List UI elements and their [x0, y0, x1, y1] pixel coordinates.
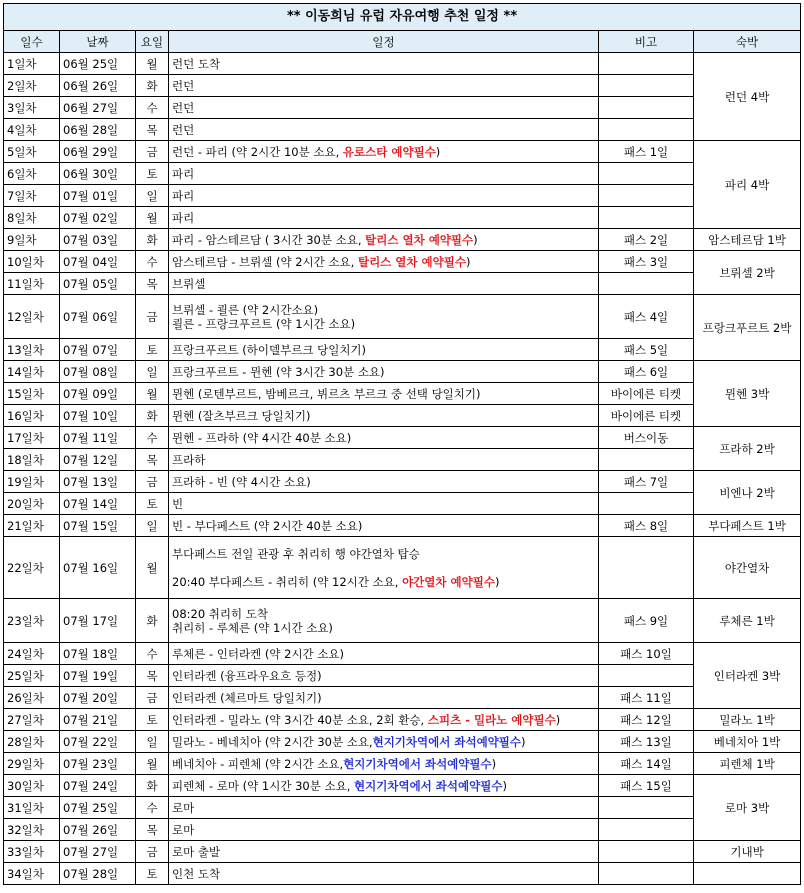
- plan-cell: [169, 493, 599, 515]
- day-cell: 16일차: [4, 405, 60, 427]
- weekday-cell: 월: [136, 753, 169, 775]
- note-cell: [599, 819, 694, 841]
- plan-text: 뮌헨 - 프라하 (약 4시간 40분 소요): [172, 430, 352, 445]
- day-cell: 24일차: [4, 643, 60, 665]
- itinerary-body: [4, 53, 801, 885]
- date-cell: 07월 24일: [60, 775, 136, 797]
- header-weekday: 요일: [136, 31, 169, 53]
- plan-cell: [169, 863, 599, 885]
- weekday-cell: 월: [136, 207, 169, 229]
- stay-cell: 런던 4박: [694, 53, 801, 141]
- stay-cell: 밀라노 1박: [694, 709, 801, 731]
- day-cell: 14일차: [4, 361, 60, 383]
- plan-cell: [169, 599, 599, 643]
- plan-highlight: 스피츠 - 밀라노 예약필수: [427, 712, 556, 727]
- day-cell: 9일차: [4, 229, 60, 251]
- weekday-cell: 월: [136, 53, 169, 75]
- note-cell: 패스 13일: [599, 731, 694, 753]
- table-row: [4, 449, 801, 471]
- day-cell: 18일차: [4, 449, 60, 471]
- plan-text: 인터라켄 - 밀라노 (약 3시간 40분 소요, 2회 환승,: [172, 712, 428, 727]
- weekday-cell: 수: [136, 427, 169, 449]
- weekday-cell: 금: [136, 471, 169, 493]
- day-cell: 8일차: [4, 207, 60, 229]
- table-row: [4, 515, 801, 537]
- table-row: [4, 863, 801, 885]
- plan-text: 브뤼셀: [172, 276, 206, 291]
- plan-text: 프랑크푸르트 - 뮌헨 (약 3시간 30분 소요): [172, 364, 385, 379]
- weekday-cell: 금: [136, 841, 169, 863]
- plan-cell: [169, 207, 599, 229]
- table-row: [4, 709, 801, 731]
- note-cell: [599, 75, 694, 97]
- note-cell: 패스 8일: [599, 515, 694, 537]
- date-cell: 07월 27일: [60, 841, 136, 863]
- plan-text: 부다페스트 전일 관광 후 취리히 행 야간열차 탑승: [172, 546, 420, 561]
- date-cell: 06월 28일: [60, 119, 136, 141]
- date-cell: 07월 25일: [60, 797, 136, 819]
- note-cell: [599, 537, 694, 599]
- plan-cell: [169, 471, 599, 493]
- note-cell: 패스 4일: [599, 295, 694, 339]
- weekday-cell: 토: [136, 493, 169, 515]
- date-cell: 07월 17일: [60, 599, 136, 643]
- stay-cell: 기내박: [694, 841, 801, 863]
- date-cell: 07월 13일: [60, 471, 136, 493]
- date-cell: 06월 26일: [60, 75, 136, 97]
- date-cell: 07월 18일: [60, 643, 136, 665]
- plan-cell: [169, 449, 599, 471]
- date-cell: 06월 25일: [60, 53, 136, 75]
- note-cell: [599, 797, 694, 819]
- header-day: 일수: [4, 31, 60, 53]
- plan-text: 런던: [172, 100, 195, 115]
- weekday-cell: 토: [136, 163, 169, 185]
- weekday-cell: 화: [136, 229, 169, 251]
- date-cell: 07월 15일: [60, 515, 136, 537]
- plan-cell: [169, 427, 599, 449]
- plan-cell: [169, 97, 599, 119]
- plan-text: 로마: [172, 822, 195, 837]
- plan-text: 런던: [172, 78, 195, 93]
- weekday-cell: 일: [136, 731, 169, 753]
- plan-cell: [169, 709, 599, 731]
- table-row: [4, 119, 801, 141]
- day-cell: 31일차: [4, 797, 60, 819]
- weekday-cell: 토: [136, 339, 169, 361]
- plan-text: ): [465, 254, 471, 269]
- plan-text: 뮌헨 (로텐부르트, 밤베르크, 뷔르츠 부르크 중 선택 당일치기): [172, 386, 481, 401]
- header-plan: 일정: [169, 31, 599, 53]
- plan-text: ): [491, 756, 497, 771]
- note-cell: 패스 7일: [599, 471, 694, 493]
- note-cell: 패스 11일: [599, 687, 694, 709]
- plan-cell: [169, 819, 599, 841]
- date-cell: 07월 19일: [60, 665, 136, 687]
- plan-text: ): [555, 712, 561, 727]
- table-row: [4, 361, 801, 383]
- weekday-cell: 목: [136, 665, 169, 687]
- weekday-cell: 목: [136, 449, 169, 471]
- day-cell: 3일차: [4, 97, 60, 119]
- day-cell: 29일차: [4, 753, 60, 775]
- stay-cell: 야간열차: [694, 537, 801, 599]
- plan-highlight: 탈리스 열차 예약필수: [357, 254, 466, 269]
- note-cell: 패스 9일: [599, 599, 694, 643]
- plan-cell: [169, 841, 599, 863]
- day-cell: 10일차: [4, 251, 60, 273]
- plan-text: 프랑크푸르트 (하이델부르크 당일치기): [172, 342, 367, 357]
- plan-highlight: 현지기차역에서 좌석예약필수: [372, 734, 522, 749]
- plan-text: 프라하: [172, 452, 206, 467]
- day-cell: 2일차: [4, 75, 60, 97]
- plan-text: 런던 - 파리 (약 2시간 10분 소요,: [172, 144, 343, 159]
- weekday-cell: 금: [136, 687, 169, 709]
- plan-cell: [169, 643, 599, 665]
- date-cell: 07월 04일: [60, 251, 136, 273]
- note-cell: 패스 15일: [599, 775, 694, 797]
- stay-cell: 뮌헨 3박: [694, 361, 801, 427]
- plan-text: ): [494, 574, 500, 589]
- plan-text: 인터라켄 (융프라우요흐 등정): [172, 668, 322, 683]
- note-cell: 바이에른 티켓: [599, 383, 694, 405]
- note-cell: [599, 665, 694, 687]
- day-cell: 19일차: [4, 471, 60, 493]
- weekday-cell: 수: [136, 643, 169, 665]
- weekday-cell: 토: [136, 863, 169, 885]
- stay-cell: 프라하 2박: [694, 427, 801, 471]
- itinerary-table: [3, 3, 801, 885]
- weekday-cell: 금: [136, 295, 169, 339]
- table-row: [4, 229, 801, 251]
- stay-cell: [694, 863, 801, 885]
- plan-text: 로마: [172, 800, 195, 815]
- day-cell: 32일차: [4, 819, 60, 841]
- date-cell: 06월 27일: [60, 97, 136, 119]
- plan-text: 암스테르담 - 브뤼셀 (약 2시간 소요,: [172, 254, 358, 269]
- note-cell: [599, 863, 694, 885]
- note-cell: [599, 185, 694, 207]
- plan-cell: [169, 687, 599, 709]
- table-row: [4, 53, 801, 75]
- table-row: [4, 841, 801, 863]
- plan-text: 빈: [172, 496, 184, 511]
- weekday-cell: 목: [136, 273, 169, 295]
- plan-text: 20:40 부다페스트 - 취리히 (약 12시간 소요,: [172, 574, 403, 589]
- note-cell: 버스이동: [599, 427, 694, 449]
- table-row: [4, 405, 801, 427]
- plan-cell: [169, 295, 599, 339]
- plan-highlight: 현지기차역에서 좌석예약필수: [343, 756, 492, 771]
- note-cell: [599, 493, 694, 515]
- plan-cell: [169, 797, 599, 819]
- note-cell: [599, 163, 694, 185]
- weekday-cell: 화: [136, 75, 169, 97]
- plan-cell: [169, 537, 599, 599]
- plan-text: ): [502, 778, 507, 793]
- date-cell: 07월 08일: [60, 361, 136, 383]
- table-row: [4, 251, 801, 273]
- weekday-cell: 월: [136, 537, 169, 599]
- plan-text: ): [435, 144, 441, 159]
- plan-text: 인터라켄 (체르마트 당일치기): [172, 690, 322, 705]
- plan-cell: [169, 273, 599, 295]
- date-cell: 07월 09일: [60, 383, 136, 405]
- table-row: [4, 643, 801, 665]
- weekday-cell: 화: [136, 405, 169, 427]
- date-cell: 07월 06일: [60, 295, 136, 339]
- table-row: [4, 185, 801, 207]
- plan-cell: [169, 361, 599, 383]
- weekday-cell: 일: [136, 515, 169, 537]
- table-row: [4, 731, 801, 753]
- note-cell: [599, 207, 694, 229]
- date-cell: 06월 30일: [60, 163, 136, 185]
- day-cell: 4일차: [4, 119, 60, 141]
- plan-cell: [169, 141, 599, 163]
- date-cell: 07월 03일: [60, 229, 136, 251]
- weekday-cell: 일: [136, 185, 169, 207]
- plan-text: 파리: [172, 166, 195, 181]
- table-row: [4, 163, 801, 185]
- date-cell: 07월 26일: [60, 819, 136, 841]
- note-cell: [599, 97, 694, 119]
- table-row: [4, 273, 801, 295]
- plan-text: 파리: [172, 188, 195, 203]
- note-cell: 바이에른 티켓: [599, 405, 694, 427]
- note-cell: [599, 841, 694, 863]
- plan-text: 빈 - 부다페스트 (약 2시간 40분 소요): [172, 518, 363, 533]
- plan-highlight: 탈리스 열차 예약필수: [365, 232, 474, 247]
- plan-text: 밀라노 - 베네치아 (약 2시간 30분 소요,: [172, 734, 373, 749]
- note-cell: [599, 273, 694, 295]
- day-cell: 28일차: [4, 731, 60, 753]
- date-cell: 07월 20일: [60, 687, 136, 709]
- note-cell: 패스 6일: [599, 361, 694, 383]
- day-cell: 33일차: [4, 841, 60, 863]
- weekday-cell: 토: [136, 709, 169, 731]
- day-cell: 13일차: [4, 339, 60, 361]
- plan-cell: [169, 405, 599, 427]
- day-cell: 7일차: [4, 185, 60, 207]
- weekday-cell: 월: [136, 383, 169, 405]
- stay-cell: 브뤼셀 2박: [694, 251, 801, 295]
- page-title: ** 이동희님 유럽 자유여행 추천 일정 **: [4, 4, 801, 31]
- table-row: [4, 493, 801, 515]
- date-cell: 07월 23일: [60, 753, 136, 775]
- date-cell: 06월 29일: [60, 141, 136, 163]
- day-cell: 21일차: [4, 515, 60, 537]
- header-row: [4, 31, 801, 53]
- date-cell: 07월 12일: [60, 449, 136, 471]
- table-row: [4, 797, 801, 819]
- day-cell: 6일차: [4, 163, 60, 185]
- weekday-cell: 수: [136, 797, 169, 819]
- date-cell: 07월 02일: [60, 207, 136, 229]
- note-cell: [599, 53, 694, 75]
- table-row: [4, 339, 801, 361]
- note-cell: 패스 5일: [599, 339, 694, 361]
- weekday-cell: 수: [136, 97, 169, 119]
- plan-text: 런던 도착: [172, 56, 221, 71]
- day-cell: 25일차: [4, 665, 60, 687]
- plan-text: 런던: [172, 122, 195, 137]
- plan-cell: [169, 339, 599, 361]
- stay-cell: 인터라켄 3박: [694, 643, 801, 709]
- plan-text: ): [521, 734, 526, 749]
- plan-text: 파리 - 암스테르담 ( 3시간 30분 소요,: [172, 232, 366, 247]
- date-cell: 07월 01일: [60, 185, 136, 207]
- day-cell: 11일차: [4, 273, 60, 295]
- stay-cell: 비엔나 2박: [694, 471, 801, 515]
- plan-text: 프라하 - 빈 (약 4시간 소요): [172, 474, 311, 489]
- plan-text: 루체른 - 인터라켄 (약 2시간 소요): [172, 646, 345, 661]
- day-cell: 17일차: [4, 427, 60, 449]
- stay-cell: 파리 4박: [694, 141, 801, 229]
- plan-text: 파리: [172, 210, 195, 225]
- stay-cell: 로마 3박: [694, 775, 801, 841]
- weekday-cell: 목: [136, 119, 169, 141]
- table-row: [4, 427, 801, 449]
- table-row: [4, 537, 801, 599]
- plan-cell: [169, 731, 599, 753]
- date-cell: 07월 10일: [60, 405, 136, 427]
- date-cell: 07월 22일: [60, 731, 136, 753]
- weekday-cell: 화: [136, 599, 169, 643]
- header-stay: 숙박: [694, 31, 801, 53]
- plan-cell: [169, 665, 599, 687]
- plan-cell: [169, 185, 599, 207]
- table-row: [4, 207, 801, 229]
- date-cell: 07월 14일: [60, 493, 136, 515]
- plan-highlight: 현지기차역에서 좌석예약필수: [354, 778, 503, 793]
- plan-text: 뮌헨 (잘츠부르크 당일치기): [172, 408, 311, 423]
- plan-text: 브뤼셀 - 쾰른 (약 2시간소요): [172, 302, 319, 317]
- plan-cell: [169, 119, 599, 141]
- stay-cell: 프랑크푸르트 2박: [694, 295, 801, 361]
- plan-cell: [169, 229, 599, 251]
- date-cell: 07월 07일: [60, 339, 136, 361]
- plan-text: 취리히 - 루체른 (약 1시간 소요): [172, 620, 333, 635]
- plan-cell: [169, 383, 599, 405]
- table-row: [4, 471, 801, 493]
- plan-cell: [169, 515, 599, 537]
- stay-cell: 부다페스트 1박: [694, 515, 801, 537]
- plan-text: 08:20 취리히 도착: [172, 606, 268, 621]
- date-cell: 07월 05일: [60, 273, 136, 295]
- stay-cell: 피렌체 1박: [694, 753, 801, 775]
- stay-cell: 베네치아 1박: [694, 731, 801, 753]
- plan-text: 쾰른 - 프랑크푸르트 (약 1시간 소요): [172, 316, 356, 331]
- note-cell: 패스 2일: [599, 229, 694, 251]
- day-cell: 26일차: [4, 687, 60, 709]
- date-cell: 07월 11일: [60, 427, 136, 449]
- note-cell: [599, 449, 694, 471]
- plan-text: ): [473, 232, 478, 247]
- plan-cell: [169, 753, 599, 775]
- plan-cell: [169, 251, 599, 273]
- day-cell: 22일차: [4, 537, 60, 599]
- plan-text: 피렌체 - 로마 (약 1시간 30분 소요,: [172, 778, 355, 793]
- table-row: [4, 687, 801, 709]
- date-cell: 07월 21일: [60, 709, 136, 731]
- weekday-cell: 화: [136, 775, 169, 797]
- day-cell: 1일차: [4, 53, 60, 75]
- plan-cell: [169, 53, 599, 75]
- note-cell: [599, 119, 694, 141]
- plan-highlight: 유로스타 예약필수: [342, 144, 436, 159]
- plan-cell: [169, 75, 599, 97]
- table-row: [4, 75, 801, 97]
- plan-cell: [169, 775, 599, 797]
- plan-highlight: 야간열차 예약필수: [402, 574, 495, 589]
- table-row: [4, 665, 801, 687]
- table-row: [4, 383, 801, 405]
- stay-cell: 루체른 1박: [694, 599, 801, 643]
- header-note: 비고: [599, 31, 694, 53]
- plan-text: 베네치아 - 피렌체 (약 2시간 소요,: [172, 756, 344, 771]
- note-cell: 패스 12일: [599, 709, 694, 731]
- table-row: [4, 819, 801, 841]
- table-row: [4, 775, 801, 797]
- day-cell: 20일차: [4, 493, 60, 515]
- day-cell: 34일차: [4, 863, 60, 885]
- plan-text: 로마 출발: [172, 844, 221, 859]
- plan-text: 인천 도착: [172, 866, 221, 881]
- header-date: 날짜: [60, 31, 136, 53]
- plan-cell: [169, 163, 599, 185]
- weekday-cell: 금: [136, 141, 169, 163]
- note-cell: 패스 1일: [599, 141, 694, 163]
- weekday-cell: 수: [136, 251, 169, 273]
- day-cell: 23일차: [4, 599, 60, 643]
- note-cell: 패스 14일: [599, 753, 694, 775]
- day-cell: 12일차: [4, 295, 60, 339]
- table-row: [4, 97, 801, 119]
- stay-cell: 암스테르담 1박: [694, 229, 801, 251]
- day-cell: 30일차: [4, 775, 60, 797]
- weekday-cell: 일: [136, 361, 169, 383]
- date-cell: 07월 28일: [60, 863, 136, 885]
- note-cell: 패스 10일: [599, 643, 694, 665]
- day-cell: 5일차: [4, 141, 60, 163]
- table-row: [4, 753, 801, 775]
- date-cell: 07월 16일: [60, 537, 136, 599]
- table-row: [4, 599, 801, 643]
- note-cell: 패스 3일: [599, 251, 694, 273]
- weekday-cell: 목: [136, 819, 169, 841]
- table-row: [4, 141, 801, 163]
- day-cell: 27일차: [4, 709, 60, 731]
- day-cell: 15일차: [4, 383, 60, 405]
- table-row: [4, 295, 801, 339]
